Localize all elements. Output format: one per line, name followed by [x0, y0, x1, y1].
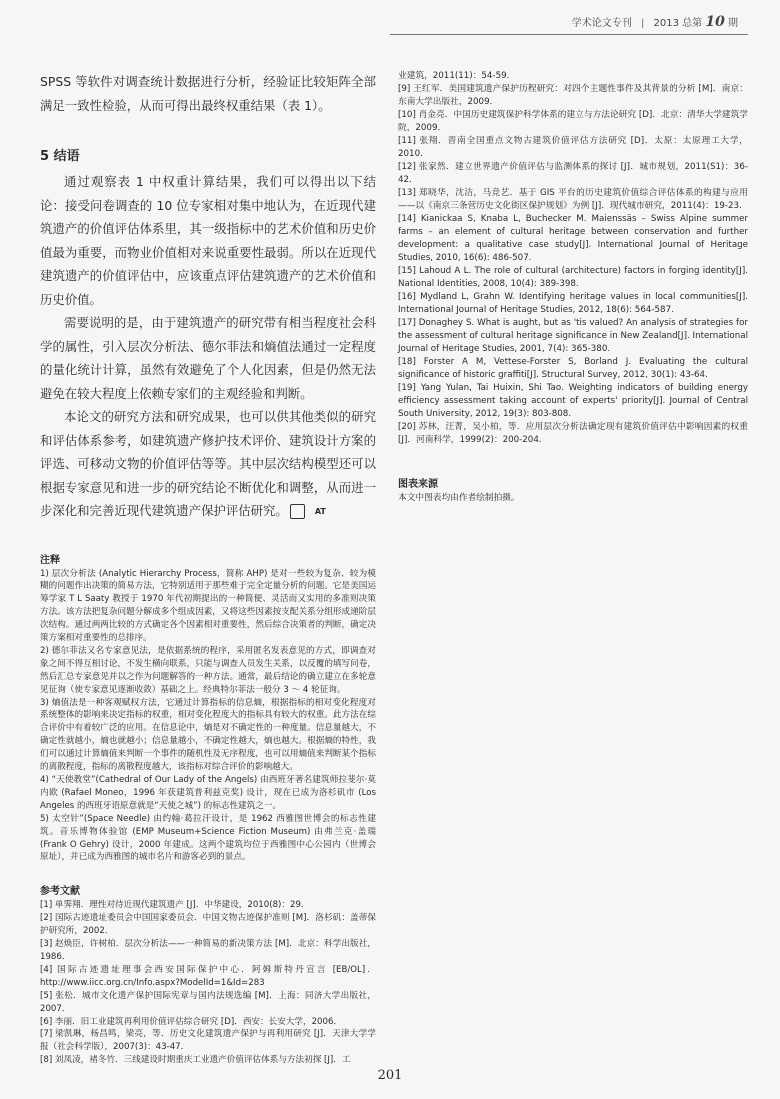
figure-source-title: 图表来源 — [398, 479, 438, 490]
figure-source-text: 本文中图表均由作者绘制拍摄。 — [398, 493, 520, 503]
reference-item: [13] 郑晓华，沈洁，马竞艺．基于 GIS 平台的历史建筑价值综合评估体系的构建与应用——以《南京三条营历史文化街区保护规划》为例 [J]．现代城市研究，2011(4)：19-23． — [398, 188, 748, 211]
reference-item: [3] 赵焕臣，许树柏．层次分析法——一种简易的新决策方法 [M]．北京：科学出版社，1986． — [40, 939, 376, 962]
reference-item: [19] Yang Yulan, Tai Huixin, Shi Tao. Weighting indicators of building energy efficiency assessment taking account of experts' priority[J]. Journal of Central South University, 2012, 19(3): 803-808. — [398, 383, 748, 419]
body-paragraph: 通过观察表 1 中权重计算结果，我们可以得出以下结论：接受问卷调查的 10 位专家相对集中地认为，在近现代建筑遗产的价值评估体系里，其一级指标中的艺术价值和历史价值最为重要，而物业价值相对来说重要性最弱。所以在近现代建筑遗产的价值评估中，应该重点评估建筑遗产的艺术价值和历史价值。 — [40, 174, 376, 307]
running-header — [572, 14, 738, 30]
reference-item: [12] 张家然．建立世界遗产价值评估与监测体系的探讨 [J]．城市规划，2011(S1)：36-42． — [398, 162, 748, 185]
reference-item: [17] Donaghey S. What is aught, but as 'tis valued? An analysis of strategies for the assessment of cultural heritage significance in New Zealand[J]. International Journal of Heritage Studies, 2001, 7(4): 365-380. — [398, 318, 748, 354]
reference-item: [1] 单霁翔．理性对待近现代建筑遗产 [J]．中华建设，2010(8)：29． — [40, 900, 310, 911]
header-rule — [390, 34, 748, 35]
reference-item: [11] 张翔．晋南全国重点文物古建筑价值评估方法研究 [D]．太原：太原理工大学，2010． — [398, 136, 748, 159]
reference-item: [10] 肖金亮．中国历史建筑保护科学体系的建立与方法论研究 [D]．北京：清华大学建筑学院，2009． — [398, 110, 748, 133]
right-column — [398, 70, 748, 505]
reference-item: [15] Lahoud A L. The role of cultural (architecture) factors in forging identity[J]. National Identities, 2008, 10(4): 389-398. — [398, 266, 748, 289]
left-column — [40, 70, 376, 1067]
note-item: 2) 德尔菲法又名专家意见法，是依据系统的程序，采用匿名发表意见的方式，即调查对象之间不得互相讨论，不发生横向联系，只能与调查人员发生关系，以反覆的填写问卷，然后汇总专家意见并以之作为问题解答的一种方法。通常，最后结论的确立建立在多轮意见征询（使专家意见逐渐收敛）基础之上。经典特尔菲法一般分 3 ～ 4 轮征询。 — [40, 645, 376, 695]
notes-title: 注释 — [40, 554, 60, 566]
reference-item: [5] 张松．城市文化遗产保护国际宪章与国内法规选编 [M]．上海：同济大学出版社，2007． — [40, 990, 376, 1014]
references-title: 参考文献 — [40, 886, 80, 898]
intro-paragraph: SPSS 等软件对调查统计数据进行分析，经验证比较矩阵全部满足一致性检验，从而可得出最终权重结果（表 1）。 — [40, 74, 376, 113]
issue-label: 总第 — [682, 18, 703, 29]
reference-item: [2] 国际古迹遗址委员会中国国家委员会．中国文物古迹保护准则 [M]．洛杉矶：盖蒂保护研究所，2002． — [40, 913, 376, 937]
reference-item: [9] 王红军．美国建筑遗产保护历程研究：对四个主题性事件及其背景的分析 [M]．南京：东南大学出版社，2009． — [398, 84, 748, 107]
note-item: 5) 太空针”(Space Needle) 由约翰·葛拉汗设计，是 1962 西雅图世博会的标志性建筑。音乐博物体验馆 (EMP Museum+Science Fiction Museum) 由弗兰克·盖瑞 (Frank O Gehry) 设计，2000 年建成。这两个建筑均位于西雅图中心公园内（世博会原址），并已成为西雅图的城市名片和游客必到的景点。 — [40, 813, 376, 863]
reference-item: [4] 国际古迹遗址理事会西安国际保护中心．阿姆斯特丹宣言 [EB/OL]．http://www.iicc.org.cn/Info.aspx?ModelId=1&Id=283 — [40, 964, 376, 988]
reference-item: [7] 梁凯琳，杨昌鸣，梁亮，等．历史文化建筑遗产保护与再利用研究 [J]．天津大学学报（社会科学版），2007(3)：43-47． — [40, 1029, 376, 1053]
note-item: 3) 熵值法是一种客观赋权方法，它通过计算指标的信息熵，根据指标的相对变化程度对系统整体的影响来决定指标的权重，相对变化程度大的指标具有较大的权重。此方法在综合评价中有着较广泛的应用。在信息论中，熵是对不确定性的一种度量。信息量越大，不确定性就越小，熵也就越小；信息量越小，不确定性越大，熵也越大。根据熵的特性，我们可以通过计算熵值来判断一个事件的随机性及无序程度，也可以用熵值来判断某个指标的离散程度，指标的离散程度越大，该指标对综合评价的影响越大。 — [40, 697, 376, 773]
reference-item: [16] Mydland L, Grahn W. Identifying heritage values in local communities[J]. International Journal of Heritage Studies, 2012, 18(6): 564-587. — [398, 292, 748, 315]
page-number: 201 — [377, 1068, 403, 1083]
reference-item: [20] 苏林，汪菁，吴小柏，等．应用层次分析法确定现有建筑价值评估中影响因素的权重 [J]．河南科学，1999(2)：200-204． — [398, 422, 748, 445]
notes-list — [40, 568, 376, 865]
note-item: 4) “天使教堂”(Cathedral of Our Lady of the Angels) 由西班牙著名建筑师拉斐尔·莫内欧 (Rafael Moneo，1996 年获建筑普利兹克奖) 设计，现在已成为洛杉矶市 (Los Angeles 的西班牙语原意就是“天使之城”) 的标志性建筑之一。 — [40, 775, 376, 811]
issue-year: 2013 — [653, 18, 679, 29]
references-list-continued — [398, 70, 748, 447]
body-paragraph — [40, 405, 376, 523]
end-mark-icon: AT — [290, 504, 305, 519]
issue-number: 10 — [705, 14, 725, 30]
note-item: 1) 层次分析法 (Analytic Hierarchy Process，简称 AHP) 是对一些较为复杂、较为模糊的问题作出决策的简易方法，它特别适用于那些难于完全定量分析的问题。它是美国运筹学家 T L Saaty 教授于 1970 年代初期提出的一种简便、灵活而又实用的多准则决策方法。该方法把复杂问题分解成多个组成因素，又将这些因素按支配关系分组形成递阶层次结构。通过两两比较的方式确定各个因素相对重要性，然后综合决策者的判断，确定决策方案相对重要性的总排序。 — [40, 568, 376, 644]
references-list — [40, 899, 376, 1067]
reference-item: [14] Kianickaa S, Knaba L, Buchecker M. Maienssäs – Swiss Alpine summer farms – an element of cultural heritage between conservation and further development: a qualitative case study[J]. International Journal of Heritage Studies, 2010, 16(6): 486-507. — [398, 214, 748, 263]
reference-item: [6] 李丽．旧工业建筑再利用价值评估综合研究 [D]．西安：长安大学，2006． — [40, 1016, 343, 1027]
reference-item: [18] Forster A M, Vettese-Forster S, Borland J. Evaluating the cultural significance of historic graffiti[J]. Structural Survey, 2012, 30(1): 43-64. — [398, 357, 748, 380]
issue-suffix: 期 — [728, 18, 738, 29]
header-separator: | — [640, 18, 645, 29]
section-title: 5 结语 — [40, 149, 80, 164]
reference-item: [8] 刘凤凌，褚冬竹．三线建设时期重庆工业遗产价值评估体系与方法初探 [J]．工 — [40, 1055, 351, 1066]
journal-name: 学术论文专刊 — [571, 18, 632, 29]
body-paragraph: 需要说明的是，由于建筑遗产的研究带有相当程度社会科学的属性，引入层次分析法、德尔菲法和熵值法通过一定程度的量化统计计算，虽然有效避免了个人化因素，但是仍然无法避免在较大程度上依赖专家们的主观经验和判断。 — [40, 315, 376, 401]
reference-item: 业建筑，2011(11)：54-59． — [398, 71, 516, 81]
body-paragraph-text: 本论文的研究方法和研究成果，也可以供其他类似的研究和评估体系参考，如建筑遗产修护技术评价、建筑设计方案的评选、可移动文物的价值评估等等。其中层次结构模型还可以根据专家意见和进一步的研究结论不断优化和调整，从而进一步深化和完善近现代建筑遗产保护评估研究。 — [40, 409, 376, 518]
